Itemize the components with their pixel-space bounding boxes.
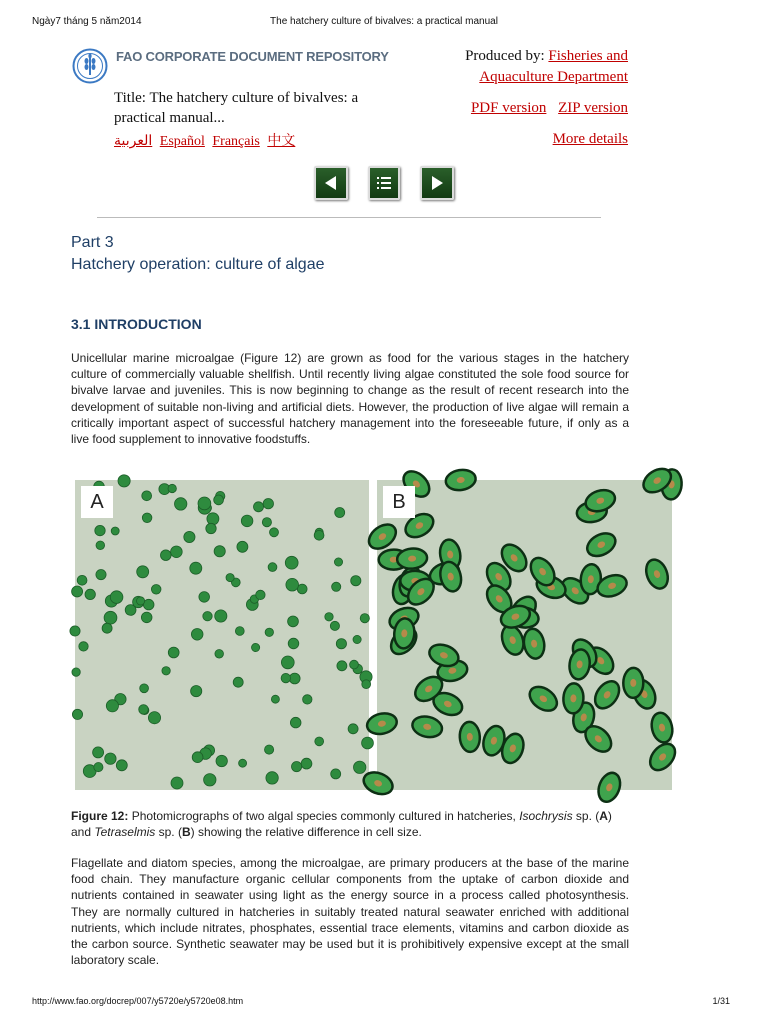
caption-lead: Figure 12: bbox=[71, 809, 129, 823]
contents-button[interactable] bbox=[368, 166, 400, 200]
isochrysis-cell bbox=[271, 695, 279, 703]
isochrysis-cell bbox=[184, 531, 195, 542]
isochrysis-cell bbox=[106, 700, 118, 712]
isochrysis-cell bbox=[141, 612, 152, 623]
isochrysis-cell bbox=[140, 684, 149, 693]
tetraselmis-cell bbox=[645, 739, 680, 775]
isochrysis-cell bbox=[354, 761, 366, 773]
isochrysis-cell bbox=[95, 525, 105, 535]
isochrysis-cell bbox=[350, 660, 359, 669]
isochrysis-cell bbox=[175, 498, 187, 510]
isochrysis-cell bbox=[285, 556, 298, 569]
panel-label-a: A bbox=[81, 486, 113, 518]
produced-by bbox=[428, 46, 628, 88]
isochrysis-cell bbox=[336, 639, 346, 649]
isochrysis-cell bbox=[263, 499, 273, 509]
isochrysis-cell bbox=[292, 762, 302, 772]
isochrysis-cell bbox=[351, 576, 361, 586]
tetraselmis-cell bbox=[642, 557, 671, 592]
isochrysis-cell bbox=[199, 592, 210, 603]
tetraselmis-cell bbox=[444, 468, 477, 492]
isochrysis-cell bbox=[303, 695, 312, 704]
language-links bbox=[114, 130, 299, 150]
isochrysis-cell bbox=[337, 661, 347, 671]
part-title: Hatchery operation: culture of algae bbox=[71, 256, 325, 273]
isochrysis-cell bbox=[325, 613, 333, 621]
title-label: Title: bbox=[114, 90, 146, 106]
isochrysis-cell bbox=[198, 497, 211, 510]
isochrysis-cell bbox=[281, 673, 290, 682]
isochrysis-cell bbox=[139, 705, 149, 715]
isochrysis-micrograph bbox=[75, 480, 369, 790]
isochrysis-cell bbox=[301, 758, 312, 769]
isochrysis-cell bbox=[137, 597, 145, 605]
repository-title: CORPORATE DOCUMENT REPOSITORY bbox=[145, 49, 389, 64]
isochrysis-cell bbox=[256, 590, 265, 599]
print-date: Ngày7 tháng 5 năm2014 bbox=[32, 16, 142, 27]
document-info bbox=[428, 46, 628, 150]
pdf-version-link[interactable]: PDF version bbox=[470, 100, 547, 116]
tetraselmis-cell bbox=[649, 711, 675, 745]
list-icon bbox=[377, 175, 391, 191]
isochrysis-cell bbox=[148, 712, 160, 724]
tetraselmis-cell bbox=[459, 721, 481, 752]
isochrysis-cell bbox=[191, 629, 203, 641]
isochrysis-cell bbox=[151, 585, 161, 595]
isochrysis-cell bbox=[207, 513, 219, 525]
isochrysis-cell bbox=[239, 759, 247, 767]
caption-ref-b: B bbox=[181, 825, 191, 839]
isochrysis-cell bbox=[118, 475, 130, 487]
isochrysis-cell bbox=[288, 638, 299, 649]
isochrysis-cell bbox=[162, 667, 170, 675]
isochrysis-cell bbox=[265, 628, 273, 636]
isochrysis-cell bbox=[215, 610, 227, 622]
tetraselmis-cell bbox=[365, 711, 399, 737]
repository-name bbox=[116, 49, 389, 64]
isochrysis-cell bbox=[168, 647, 179, 658]
isochrysis-cell bbox=[331, 769, 341, 779]
tetraselmis-cell bbox=[568, 648, 592, 680]
isochrysis-cell bbox=[265, 745, 274, 754]
isochrysis-cell bbox=[314, 530, 324, 540]
isochrysis-cell bbox=[102, 623, 112, 633]
isochrysis-cell bbox=[362, 737, 374, 749]
isochrysis-cell bbox=[142, 513, 152, 523]
isochrysis-cell bbox=[214, 495, 224, 505]
caption-species-a: Isochrysis bbox=[519, 809, 573, 823]
isochrysis-cell bbox=[226, 574, 234, 582]
isochrysis-cell bbox=[268, 563, 277, 572]
isochrysis-cell bbox=[233, 677, 243, 687]
isochrysis-cell bbox=[330, 621, 339, 630]
isochrysis-cell bbox=[94, 763, 103, 772]
isochrysis-cell bbox=[203, 612, 212, 621]
isochrysis-cell bbox=[290, 717, 301, 728]
isochrysis-cell bbox=[262, 518, 271, 527]
page-number: 1/31 bbox=[712, 996, 730, 1006]
panel-a-isochrysis bbox=[75, 480, 369, 790]
isochrysis-cell bbox=[105, 753, 116, 764]
caption-species-b: Tetraselmis bbox=[94, 825, 156, 839]
fao-logo-icon bbox=[72, 48, 108, 84]
isochrysis-cell bbox=[171, 777, 183, 789]
isochrysis-cell bbox=[254, 502, 264, 512]
isochrysis-cell bbox=[111, 527, 119, 535]
section-heading: 3.1 INTRODUCTION bbox=[71, 316, 202, 332]
figure-caption bbox=[71, 808, 631, 840]
isochrysis-cell bbox=[216, 755, 227, 766]
isochrysis-cell bbox=[168, 484, 176, 492]
isochrysis-cell bbox=[192, 752, 203, 763]
arrow-right-icon bbox=[429, 175, 445, 191]
isochrysis-cell bbox=[237, 541, 248, 552]
isochrysis-cell bbox=[332, 582, 341, 591]
isochrysis-cell bbox=[70, 626, 80, 636]
isochrysis-cell bbox=[79, 642, 88, 651]
isochrysis-cell bbox=[360, 614, 369, 623]
print-header bbox=[32, 16, 736, 30]
tetraselmis-cell bbox=[590, 677, 624, 713]
tetraselmis-cell bbox=[623, 668, 644, 698]
isochrysis-cell bbox=[288, 616, 299, 627]
page-navigation bbox=[0, 166, 768, 200]
isochrysis-cell bbox=[72, 709, 82, 719]
part-label: Part 3 bbox=[71, 234, 114, 251]
figure-12 bbox=[75, 480, 672, 790]
panel-label-b: B bbox=[383, 486, 415, 518]
isochrysis-cell bbox=[204, 774, 216, 786]
isochrysis-cell bbox=[104, 611, 117, 624]
arrow-left-icon bbox=[323, 175, 339, 191]
isochrysis-cell bbox=[191, 686, 202, 697]
title-value: The hatchery culture of bivalves: a practical manual... bbox=[114, 90, 359, 126]
isochrysis-cell bbox=[252, 643, 260, 651]
isochrysis-cell bbox=[93, 747, 104, 758]
caption-part-1: Photomicrographs of two algal species commonly cultured in hatcheries, bbox=[128, 809, 520, 823]
page-url: http://www.fao.org/docrep/007/y5720e/y5720e08.htm bbox=[32, 996, 244, 1006]
isochrysis-cell bbox=[142, 491, 152, 501]
previous-button[interactable] bbox=[314, 166, 348, 200]
isochrysis-cell bbox=[85, 589, 95, 599]
caption-part-3: ) and bbox=[71, 809, 612, 839]
isochrysis-cell bbox=[215, 650, 224, 659]
lang-link-spanish[interactable]: Español bbox=[159, 134, 205, 149]
print-footer bbox=[32, 996, 736, 1010]
tetraselmis-cell bbox=[525, 682, 561, 716]
caption-part-2: sp. ( bbox=[572, 809, 600, 823]
isochrysis-cell bbox=[214, 546, 225, 557]
isochrysis-cell bbox=[362, 680, 371, 689]
isochrysis-cell bbox=[353, 635, 361, 643]
tetraselmis-cell bbox=[563, 683, 585, 714]
isochrysis-cell bbox=[289, 673, 300, 684]
isochrysis-cell bbox=[116, 760, 127, 771]
isochrysis-cell bbox=[77, 575, 87, 585]
isochrysis-cell bbox=[266, 772, 278, 784]
isochrysis-cell bbox=[96, 570, 106, 580]
produced-by-label: Produced by: bbox=[465, 48, 545, 64]
isochrysis-cell bbox=[206, 523, 216, 533]
isochrysis-cell bbox=[235, 627, 244, 636]
isochrysis-cell bbox=[286, 578, 299, 591]
isochrysis-cell bbox=[334, 558, 342, 566]
caption-part-4: sp. ( bbox=[155, 825, 182, 839]
version-links bbox=[428, 98, 628, 119]
tetraselmis-micrograph bbox=[377, 480, 672, 790]
divider bbox=[97, 217, 601, 218]
isochrysis-cell bbox=[315, 737, 324, 746]
isochrysis-cell bbox=[190, 562, 202, 574]
next-button[interactable] bbox=[420, 166, 454, 200]
zip-version-link[interactable]: ZIP version bbox=[558, 100, 628, 116]
isochrysis-cell bbox=[72, 586, 83, 597]
tetraselmis-cell bbox=[522, 627, 547, 660]
isochrysis-cell bbox=[171, 546, 183, 558]
caption-ref-a: A bbox=[599, 809, 608, 823]
lang-link-french[interactable]: Français bbox=[212, 134, 260, 149]
flagellate-paragraph: Flagellate and diatom species, among the microalgae, are primary producers at the base of the marine food chain. They manufacture organic cellular components from the uptake of carbon dioxide and nutrients contained in seawater using light as the energy source in a process called photosynthesis. They are normally cultured in hatcheries in suitably treated natural seawater enriched with additional nutrients, which include nitrates, phosphates, essential trace elements, vitamins and carbon dioxide as the carbon source. Synthetic seawater may be used but it is prohibitively expensive except at the small laboratory scale. bbox=[71, 856, 629, 968]
tetraselmis-cell bbox=[583, 529, 619, 561]
isochrysis-cell bbox=[72, 668, 80, 676]
print-doc-title: The hatchery culture of bivalves: a practical manual bbox=[270, 16, 498, 27]
tetraselmis-cell bbox=[410, 714, 444, 740]
isochrysis-cell bbox=[96, 541, 105, 550]
isochrysis-cell bbox=[137, 566, 149, 578]
tetraselmis-cell bbox=[595, 770, 624, 805]
document-title-block bbox=[114, 88, 384, 128]
isochrysis-cell bbox=[335, 508, 345, 518]
repository-prefix: FAO bbox=[116, 49, 143, 64]
isochrysis-cell bbox=[281, 656, 294, 669]
isochrysis-cell bbox=[161, 550, 172, 561]
isochrysis-cell bbox=[270, 528, 279, 537]
isochrysis-cell bbox=[110, 591, 123, 604]
caption-part-5: ) showing the relative difference in cell size. bbox=[190, 825, 422, 839]
intro-paragraph: Unicellular marine microalgae (Figure 12) are grown as food for the various stages in the hatchery culture of commercially valuable shellfish. Until recently living algae constituted the sole food source for bivalve larvae and juveniles. This is now beginning to change as the result of recent research into the development of suitable non-living and artificial diets. However, the production of live algae will remain a critically important aspect of successful hatchery management into the foreseeable future, if only as a live food supplement to innovative foodstuffs. bbox=[71, 351, 629, 447]
fao-banner bbox=[70, 44, 630, 149]
isochrysis-cell bbox=[241, 515, 253, 527]
lang-link-arabic[interactable]: العربية bbox=[114, 134, 153, 149]
more-details-row bbox=[428, 129, 628, 150]
department-link[interactable]: Fisheries and Aquaculture Department bbox=[479, 48, 628, 85]
isochrysis-cell bbox=[348, 724, 358, 734]
more-details-link[interactable]: More details bbox=[552, 131, 628, 147]
lang-link-chinese[interactable]: 中文 bbox=[267, 134, 296, 149]
panel-b-tetraselmis bbox=[377, 480, 672, 790]
